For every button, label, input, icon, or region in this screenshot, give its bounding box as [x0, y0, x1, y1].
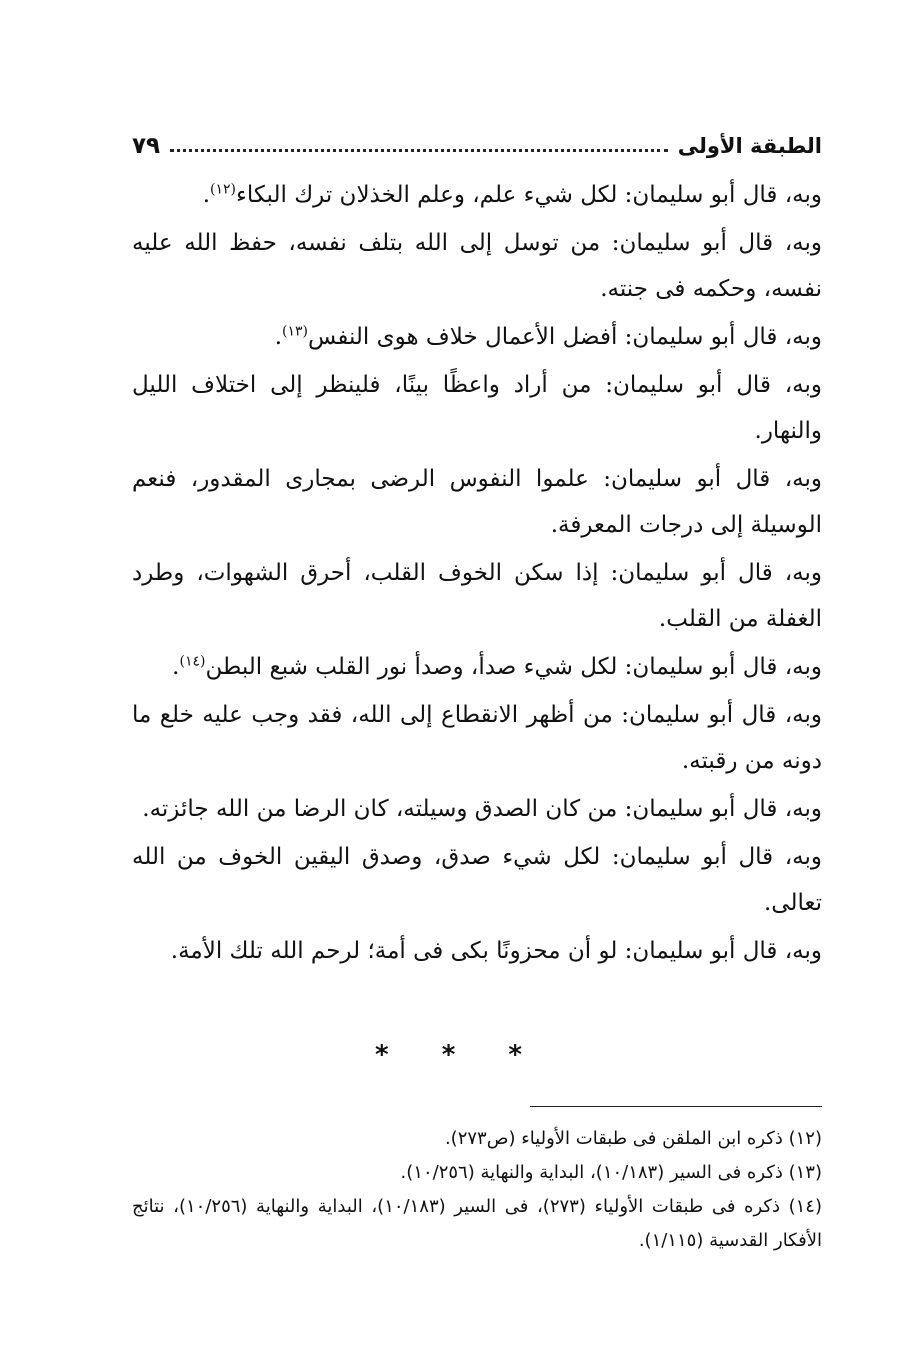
paragraph: وبه، قال أبو سليمان: من توسل إلى الله بتلف نفسه، حفظ الله عليه نفسه، وحكمه فى جنته. [132, 230, 822, 302]
footnote-marker: (١٤) [179, 653, 206, 670]
paragraph: وبه، قال أبو سليمان: لكل شيء علم، وعلم الخذلان ترك البكاء$^{(١٢)}$. [202, 181, 822, 208]
paragraph: وبه، قال أبو سليمان: من أظهر الانقطاع إلى الله، فقد وجب عليه خلع ما دونه من رقبته. [132, 702, 822, 774]
main-text [132, 172, 822, 974]
footnote-12: (١٢) ذكره ابن الملقن فى طبقات الأولياء (ص٢٧٣). [444, 1128, 822, 1149]
paragraph: وبه، قال أبو سليمان: أفضل الأعمال خلاف هوى النفس$^{(١٣)}$. [274, 323, 822, 350]
paragraph: وبه، قال أبو سليمان: إذا سكن الخوف القلب، أحرق الشهوات، وطرد الغفلة من القلب. [132, 560, 822, 632]
page-number: ٧٩ [132, 133, 161, 159]
footnote-14: (١٤) ذكره فى طبقات الأولياء (٢٧٣)، فى السير (١٠/١٨٣)، البداية والنهاية (١٠/٢٥٦)، نتائج الأفكار القدسية (١/١١٥). [132, 1196, 823, 1251]
running-header [132, 126, 822, 166]
footnote-rule [530, 1106, 822, 1107]
leader-dots [170, 149, 668, 152]
paragraph: وبه، قال أبو سليمان: علموا النفوس الرضى بمجارى المقدور، فنعم الوسيلة إلى درجات المعرفة. [132, 466, 822, 538]
footnote-marker: (١٢) [210, 181, 237, 198]
running-title: الطبقة الأولى [677, 134, 822, 158]
paragraph: وبه، قال أبو سليمان: لكل شيء صدأ، وصدأ نور القلب شبع البطن$^{(١٤)}$. [172, 653, 822, 680]
section-separator: * * * [375, 1040, 544, 1070]
footnote-marker: (١٣) [282, 323, 308, 340]
paragraph: وبه، قال أبو سليمان: من كان الصدق وسيلته، كان الرضا من الله جائزته. [142, 796, 822, 822]
paragraph: وبه، قال أبو سليمان: لو أن محزونًا بكى فى أمة؛ لرحم الله تلك الأمة. [170, 938, 822, 964]
paragraph: وبه، قال أبو سليمان: من أراد واعظًا بينًا، فلينظر إلى اختلاف الليل والنهار. [132, 372, 822, 444]
footnote-13: (١٣) ذكره فى السير (١٠/١٨٣)، البداية والنهاية (١٠/٢٥٦). [400, 1162, 822, 1183]
footnotes [132, 1122, 822, 1258]
paragraph: وبه، قال أبو سليمان: لكل شيء صدق، وصدق اليقين الخوف من الله تعالى. [132, 844, 822, 916]
